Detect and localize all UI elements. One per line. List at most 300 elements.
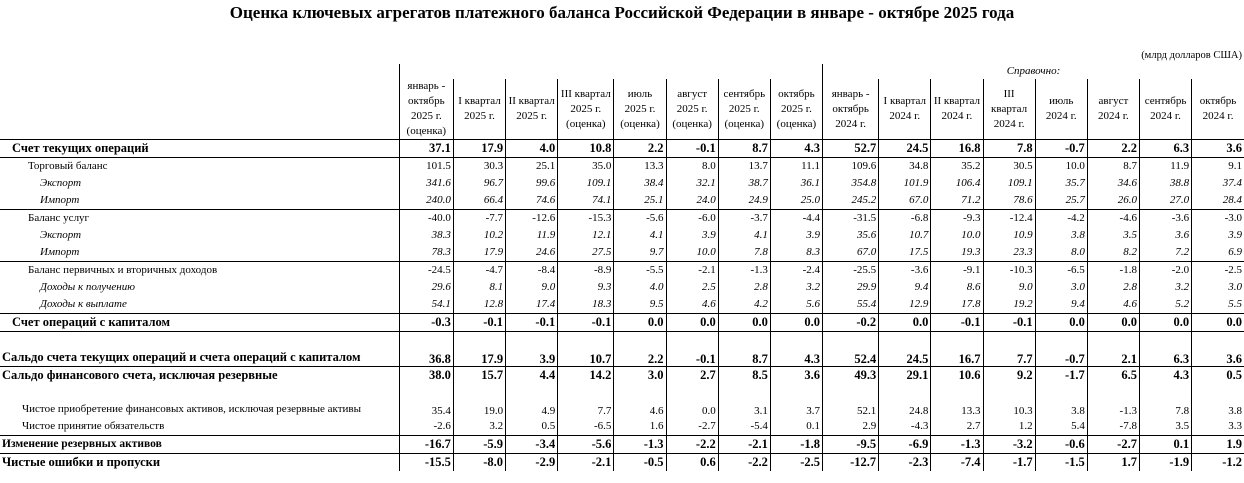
table-cell: 0.5 — [1192, 367, 1244, 385]
table-cell: 109.6 — [823, 158, 879, 176]
table-cell: 19.2 — [983, 296, 1035, 314]
table-cell: 4.1 — [718, 227, 770, 244]
table-cell: 3.5 — [1087, 227, 1139, 244]
table-cell: -0.1 — [453, 314, 505, 332]
table-cell: 49.3 — [823, 367, 879, 385]
table-cell: 7.8 — [718, 244, 770, 262]
table-cell: 38.8 — [1139, 175, 1191, 192]
table-cell: 17.9 — [453, 140, 505, 158]
table-cell: 28.4 — [1192, 192, 1244, 210]
table-cell: 37.4 — [1192, 175, 1244, 192]
table-cell: 4.3 — [770, 332, 822, 367]
column-header: I квартал 2025 г. — [453, 79, 505, 140]
table-cell: 7.7 — [983, 332, 1035, 367]
table-cell: 6.3 — [1139, 332, 1191, 367]
table-cell: 52.1 — [823, 384, 879, 418]
table-cell: 9.0 — [506, 279, 558, 296]
table-cell: 3.8 — [1192, 384, 1244, 418]
table-cell: 25.1 — [614, 192, 666, 210]
table-cell: -0.1 — [931, 314, 983, 332]
table-cell: 4.1 — [614, 227, 666, 244]
table-cell: -2.5 — [1192, 262, 1244, 280]
table-cell: 24.0 — [666, 192, 718, 210]
table-cell: 19.3 — [931, 244, 983, 262]
table-cell: 2.1 — [1087, 332, 1139, 367]
table-cell: 30.3 — [453, 158, 505, 176]
table-cell: 1.2 — [983, 418, 1035, 436]
table-cell: 18.3 — [558, 296, 614, 314]
table-cell: 27.5 — [558, 244, 614, 262]
table-cell: -2.9 — [506, 454, 558, 472]
table-cell: 52.7 — [823, 140, 879, 158]
column-header: II квартал 2025 г. — [506, 79, 558, 140]
table-cell: 13.3 — [614, 158, 666, 176]
table-cell: 8.7 — [718, 140, 770, 158]
column-header: сентябрь 2025 г. (оценка) — [718, 79, 770, 140]
table-cell: 13.3 — [931, 384, 983, 418]
reference-label: Справочно: — [823, 64, 1244, 79]
table-cell: 5.4 — [1035, 418, 1087, 436]
table-cell: 8.0 — [666, 158, 718, 176]
table-cell: 8.1 — [453, 279, 505, 296]
table-cell: 15.7 — [453, 367, 505, 385]
table-row — [0, 210, 1244, 228]
table-cell: 2.8 — [718, 279, 770, 296]
table-cell: 99.6 — [506, 175, 558, 192]
column-header: июль 2025 г. (оценка) — [614, 79, 666, 140]
column-header: август 2025 г. (оценка) — [666, 79, 718, 140]
table-cell: 96.7 — [453, 175, 505, 192]
table-cell: -1.7 — [983, 454, 1035, 472]
table-cell: 3.9 — [770, 227, 822, 244]
table-cell: 3.9 — [1192, 227, 1244, 244]
table-cell: 2.8 — [1087, 279, 1139, 296]
table-cell: 34.6 — [1087, 175, 1139, 192]
table-cell: 3.6 — [770, 367, 822, 385]
table-cell: -1.8 — [770, 436, 822, 454]
table-cell: -1.3 — [614, 436, 666, 454]
table-cell: -16.7 — [399, 436, 453, 454]
table-cell: 3.1 — [718, 384, 770, 418]
column-header: октябрь 2024 г. — [1192, 79, 1244, 140]
table-cell: 35.4 — [399, 384, 453, 418]
table-cell: -2.7 — [1087, 436, 1139, 454]
table-row — [0, 279, 1244, 296]
table-cell: 38.0 — [399, 367, 453, 385]
table-cell: -4.4 — [770, 210, 822, 228]
table-cell: 0.0 — [1192, 314, 1244, 332]
row-label: Баланс первичных и вторичных доходов — [28, 264, 218, 276]
table-cell: -8.9 — [558, 262, 614, 280]
table-cell: -0.6 — [1035, 436, 1087, 454]
table-cell: 17.5 — [879, 244, 931, 262]
table-cell: 2.2 — [1087, 140, 1139, 158]
table-cell: 1.9 — [1192, 436, 1244, 454]
table-cell: -2.2 — [718, 454, 770, 472]
table-cell: 354.8 — [823, 175, 879, 192]
table-cell: 3.0 — [1192, 279, 1244, 296]
table-cell: 12.8 — [453, 296, 505, 314]
table-cell: 10.7 — [879, 227, 931, 244]
table-cell: 16.7 — [931, 332, 983, 367]
table-cell: -5.6 — [558, 436, 614, 454]
table-cell: 9.4 — [1035, 296, 1087, 314]
table-cell: -4.2 — [1035, 210, 1087, 228]
table-row — [0, 418, 1244, 436]
table-cell: 35.6 — [823, 227, 879, 244]
row-label: Чистое принятие обязательств — [0, 418, 399, 436]
table-cell: 0.5 — [506, 418, 558, 436]
table-cell: 8.2 — [1087, 244, 1139, 262]
table-cell: 1.7 — [1087, 454, 1139, 472]
table-cell: 8.3 — [770, 244, 822, 262]
table-cell: 109.1 — [558, 175, 614, 192]
table-cell: -0.1 — [558, 314, 614, 332]
table-row — [0, 140, 1244, 158]
row-label: Счет операций с капиталом — [0, 314, 399, 332]
table-cell: -6.8 — [879, 210, 931, 228]
table-cell: -7.8 — [1087, 418, 1139, 436]
table-cell: 3.9 — [506, 332, 558, 367]
table-cell: 3.9 — [666, 227, 718, 244]
table-cell: 17.9 — [453, 244, 505, 262]
table-cell: -6.5 — [1035, 262, 1087, 280]
table-cell: 9.2 — [983, 367, 1035, 385]
table-cell: 14.2 — [558, 367, 614, 385]
table-cell: 67.0 — [879, 192, 931, 210]
table-cell: 23.3 — [983, 244, 1035, 262]
table-cell: -2.4 — [770, 262, 822, 280]
row-label: Чистые ошибки и пропуски — [2, 455, 161, 469]
table-cell: 0.0 — [879, 314, 931, 332]
table-cell: 19.0 — [453, 384, 505, 418]
table-cell: 26.0 — [1087, 192, 1139, 210]
table-cell: 2.2 — [614, 332, 666, 367]
table-cell: -1.2 — [1192, 454, 1244, 472]
table-cell: -2.6 — [399, 418, 453, 436]
table-cell: 9.7 — [614, 244, 666, 262]
table-cell: 0.0 — [614, 314, 666, 332]
table-cell: 10.0 — [1035, 158, 1087, 176]
row-label: Чистое приобретение финансовых активов, исключая резервные активы — [22, 403, 362, 415]
table-cell: -2.3 — [879, 454, 931, 472]
table-cell: -3.2 — [983, 436, 1035, 454]
units-note: (млрд долларов США) — [1141, 50, 1242, 61]
table-cell: 1.6 — [614, 418, 666, 436]
table-cell: 10.8 — [558, 140, 614, 158]
table-cell: 5.5 — [1192, 296, 1244, 314]
table-row — [0, 262, 1244, 280]
table-cell: 101.5 — [399, 158, 453, 176]
table-cell: 3.2 — [770, 279, 822, 296]
table-cell: 12.9 — [879, 296, 931, 314]
row-label: Сальдо финансового счета, исключая резервные — [2, 368, 278, 382]
table-cell: 10.0 — [931, 227, 983, 244]
table-cell: 101.9 — [879, 175, 931, 192]
table-cell: -10.3 — [983, 262, 1035, 280]
table-cell: 52.4 — [823, 332, 879, 367]
table-cell: 4.6 — [1087, 296, 1139, 314]
table-cell: -2.5 — [770, 454, 822, 472]
table-cell: 8.7 — [1087, 158, 1139, 176]
table-cell: 10.9 — [983, 227, 1035, 244]
table-cell: -0.1 — [666, 140, 718, 158]
table-cell: 4.0 — [614, 279, 666, 296]
table-cell: 25.1 — [506, 158, 558, 176]
table-cell: 38.7 — [718, 175, 770, 192]
table-cell: 6.5 — [1087, 367, 1139, 385]
table-cell: 11.9 — [1139, 158, 1191, 176]
table-cell: 0.0 — [1139, 314, 1191, 332]
table-cell: -8.4 — [506, 262, 558, 280]
table-cell: -2.0 — [1139, 262, 1191, 280]
table-cell: 5.2 — [1139, 296, 1191, 314]
table-cell: -1.8 — [1087, 262, 1139, 280]
table-cell: -4.3 — [879, 418, 931, 436]
table-cell: -1.9 — [1139, 454, 1191, 472]
column-header: II квартал 2024 г. — [931, 79, 983, 140]
table-cell: 3.0 — [1035, 279, 1087, 296]
table-cell: 24.9 — [718, 192, 770, 210]
table-cell: -3.7 — [718, 210, 770, 228]
table-cell: 9.4 — [879, 279, 931, 296]
table-cell: 8.6 — [931, 279, 983, 296]
table-cell: -0.5 — [614, 454, 666, 472]
table-cell: 35.0 — [558, 158, 614, 176]
column-header: сентябрь 2024 г. — [1139, 79, 1191, 140]
table-cell: -24.5 — [399, 262, 453, 280]
table-cell: 3.2 — [453, 418, 505, 436]
table-row — [0, 158, 1244, 176]
table-cell: -2.1 — [666, 262, 718, 280]
table-cell: -15.3 — [558, 210, 614, 228]
table-cell: 7.8 — [983, 140, 1035, 158]
table-cell: 0.0 — [770, 314, 822, 332]
table-cell: 24.8 — [879, 384, 931, 418]
table-cell: -7.4 — [931, 454, 983, 472]
table-cell: 8.0 — [1035, 244, 1087, 262]
table-cell: 71.2 — [931, 192, 983, 210]
table-cell: -2.1 — [558, 454, 614, 472]
table-cell: 2.7 — [666, 367, 718, 385]
table-cell: 9.5 — [614, 296, 666, 314]
table-cell: 78.3 — [399, 244, 453, 262]
table-cell: 29.1 — [879, 367, 931, 385]
table-cell: 4.3 — [770, 140, 822, 158]
table-cell: 3.0 — [614, 367, 666, 385]
table-cell: 2.9 — [823, 418, 879, 436]
column-header: январь - октябрь 2024 г. — [823, 79, 879, 140]
table-row — [0, 384, 1244, 418]
table-cell: 11.1 — [770, 158, 822, 176]
row-label: Доходы к выплате — [0, 296, 399, 314]
table-cell: 4.0 — [506, 140, 558, 158]
column-header: январь - октябрь 2025 г. (оценка) — [399, 79, 453, 140]
table-cell: 17.4 — [506, 296, 558, 314]
column-header: I квартал 2024 г. — [879, 79, 931, 140]
table-cell: -1.7 — [1035, 367, 1087, 385]
table-cell: 17.9 — [453, 332, 505, 367]
table-cell: 10.2 — [453, 227, 505, 244]
table-cell: 3.6 — [1192, 140, 1244, 158]
table-row — [0, 314, 1244, 332]
table-cell: -0.7 — [1035, 140, 1087, 158]
table-cell: 3.8 — [1035, 384, 1087, 418]
table-cell: -0.1 — [666, 332, 718, 367]
table-cell: -2.1 — [718, 436, 770, 454]
table-cell: 74.1 — [558, 192, 614, 210]
table-cell: 17.8 — [931, 296, 983, 314]
table-cell: 66.4 — [453, 192, 505, 210]
table-cell: 0.0 — [1087, 314, 1139, 332]
table-cell: -1.3 — [1087, 384, 1139, 418]
table-cell: 16.8 — [931, 140, 983, 158]
table-cell: 34.8 — [879, 158, 931, 176]
table-cell: -2.2 — [666, 436, 718, 454]
table-cell: -0.1 — [506, 314, 558, 332]
table-cell: -9.5 — [823, 436, 879, 454]
table-cell: 4.6 — [666, 296, 718, 314]
table-cell: -5.6 — [614, 210, 666, 228]
row-label: Доходы к получению — [40, 281, 136, 293]
row-label: Торговый баланс — [28, 160, 108, 172]
table-cell: -40.0 — [399, 210, 453, 228]
table-cell: 10.3 — [983, 384, 1035, 418]
table-cell: 0.0 — [666, 384, 718, 418]
table-cell: -0.1 — [983, 314, 1035, 332]
table-cell: -8.0 — [453, 454, 505, 472]
table-cell: 32.1 — [666, 175, 718, 192]
table-cell: 4.6 — [614, 384, 666, 418]
table-cell: 27.0 — [1139, 192, 1191, 210]
table-cell: 4.2 — [718, 296, 770, 314]
table-cell: 6.3 — [1139, 140, 1191, 158]
table-cell: -12.6 — [506, 210, 558, 228]
table-cell: 0.0 — [718, 314, 770, 332]
table-cell: 3.2 — [1139, 279, 1191, 296]
table-cell: 9.1 — [1192, 158, 1244, 176]
table-cell: 9.3 — [558, 279, 614, 296]
table-cell: 240.0 — [399, 192, 453, 210]
table-cell: 6.9 — [1192, 244, 1244, 262]
table-cell: 55.4 — [823, 296, 879, 314]
table-cell: 3.6 — [1192, 332, 1244, 367]
table-cell: 37.1 — [399, 140, 453, 158]
table-cell: 7.8 — [1139, 384, 1191, 418]
table-cell: -3.0 — [1192, 210, 1244, 228]
row-label: Сальдо счета текущих операций и счета операций с капиталом — [0, 332, 399, 367]
table-cell: 36.1 — [770, 175, 822, 192]
table-cell: 11.9 — [506, 227, 558, 244]
table-cell: -2.7 — [666, 418, 718, 436]
table-body — [0, 140, 1244, 472]
table-cell: 12.1 — [558, 227, 614, 244]
table-cell: 10.7 — [558, 332, 614, 367]
row-label: Импорт — [0, 244, 399, 262]
table-cell: 35.7 — [1035, 175, 1087, 192]
table-cell: 0.0 — [1035, 314, 1087, 332]
table-cell: 54.1 — [399, 296, 453, 314]
table-cell: 109.1 — [983, 175, 1035, 192]
table-cell: 3.3 — [1192, 418, 1244, 436]
column-header: III квартал 2024 г. — [983, 79, 1035, 140]
table-cell: 25.0 — [770, 192, 822, 210]
table-cell: 4.3 — [1139, 367, 1191, 385]
table-cell: 341.6 — [399, 175, 453, 192]
table-cell: 78.6 — [983, 192, 1035, 210]
row-label: Баланс услуг — [28, 212, 90, 224]
table-cell: 9.0 — [983, 279, 1035, 296]
table-row — [0, 436, 1244, 454]
table-row — [0, 175, 1244, 192]
table-cell: -3.6 — [879, 262, 931, 280]
table-cell: 2.7 — [931, 418, 983, 436]
table-cell: 106.4 — [931, 175, 983, 192]
table-cell: 8.5 — [718, 367, 770, 385]
table-cell: -1.3 — [931, 436, 983, 454]
table-cell: -15.5 — [399, 454, 453, 472]
balance-of-payments-table — [0, 64, 1244, 471]
table-row — [0, 192, 1244, 210]
table-cell: -0.7 — [1035, 332, 1087, 367]
table-cell: 8.7 — [718, 332, 770, 367]
table-cell: 67.0 — [823, 244, 879, 262]
table-cell: 7.7 — [558, 384, 614, 418]
table-row — [0, 367, 1244, 385]
table-cell: -6.9 — [879, 436, 931, 454]
table-cell: -5.9 — [453, 436, 505, 454]
table-cell: -4.6 — [1087, 210, 1139, 228]
table-cell: 24.6 — [506, 244, 558, 262]
table-cell: 2.2 — [614, 140, 666, 158]
table-cell: 2.5 — [666, 279, 718, 296]
table-cell: 38.3 — [399, 227, 453, 244]
table-row — [0, 244, 1244, 262]
table-cell: -31.5 — [823, 210, 879, 228]
table-cell: -9.1 — [931, 262, 983, 280]
table-cell: 0.0 — [666, 314, 718, 332]
column-header: III квартал 2025 г. (оценка) — [558, 79, 614, 140]
table-cell: -5.5 — [614, 262, 666, 280]
column-header: июль 2024 г. — [1035, 79, 1087, 140]
table-cell: -5.4 — [718, 418, 770, 436]
table-cell: 36.8 — [399, 332, 453, 367]
table-cell: 5.6 — [770, 296, 822, 314]
table-cell: 24.5 — [879, 140, 931, 158]
table-cell: 3.7 — [770, 384, 822, 418]
table-cell: 13.7 — [718, 158, 770, 176]
table-cell: 25.7 — [1035, 192, 1087, 210]
table-cell: -6.5 — [558, 418, 614, 436]
table-cell: -6.0 — [666, 210, 718, 228]
table-cell: 24.5 — [879, 332, 931, 367]
table-cell: -3.4 — [506, 436, 558, 454]
table-cell: -9.3 — [931, 210, 983, 228]
table-cell: 3.8 — [1035, 227, 1087, 244]
table-cell: -12.7 — [823, 454, 879, 472]
table-cell: -0.3 — [399, 314, 453, 332]
table-cell: 3.6 — [1139, 227, 1191, 244]
table-cell: -12.4 — [983, 210, 1035, 228]
row-label: Экспорт — [40, 229, 82, 241]
table-cell: 4.4 — [506, 367, 558, 385]
row-label: Изменение резервных активов — [0, 436, 399, 454]
row-label: Импорт — [0, 192, 399, 210]
table-cell: 4.9 — [506, 384, 558, 418]
table-cell: -4.7 — [453, 262, 505, 280]
table-cell: 0.1 — [770, 418, 822, 436]
row-label: Экспорт — [40, 177, 82, 189]
